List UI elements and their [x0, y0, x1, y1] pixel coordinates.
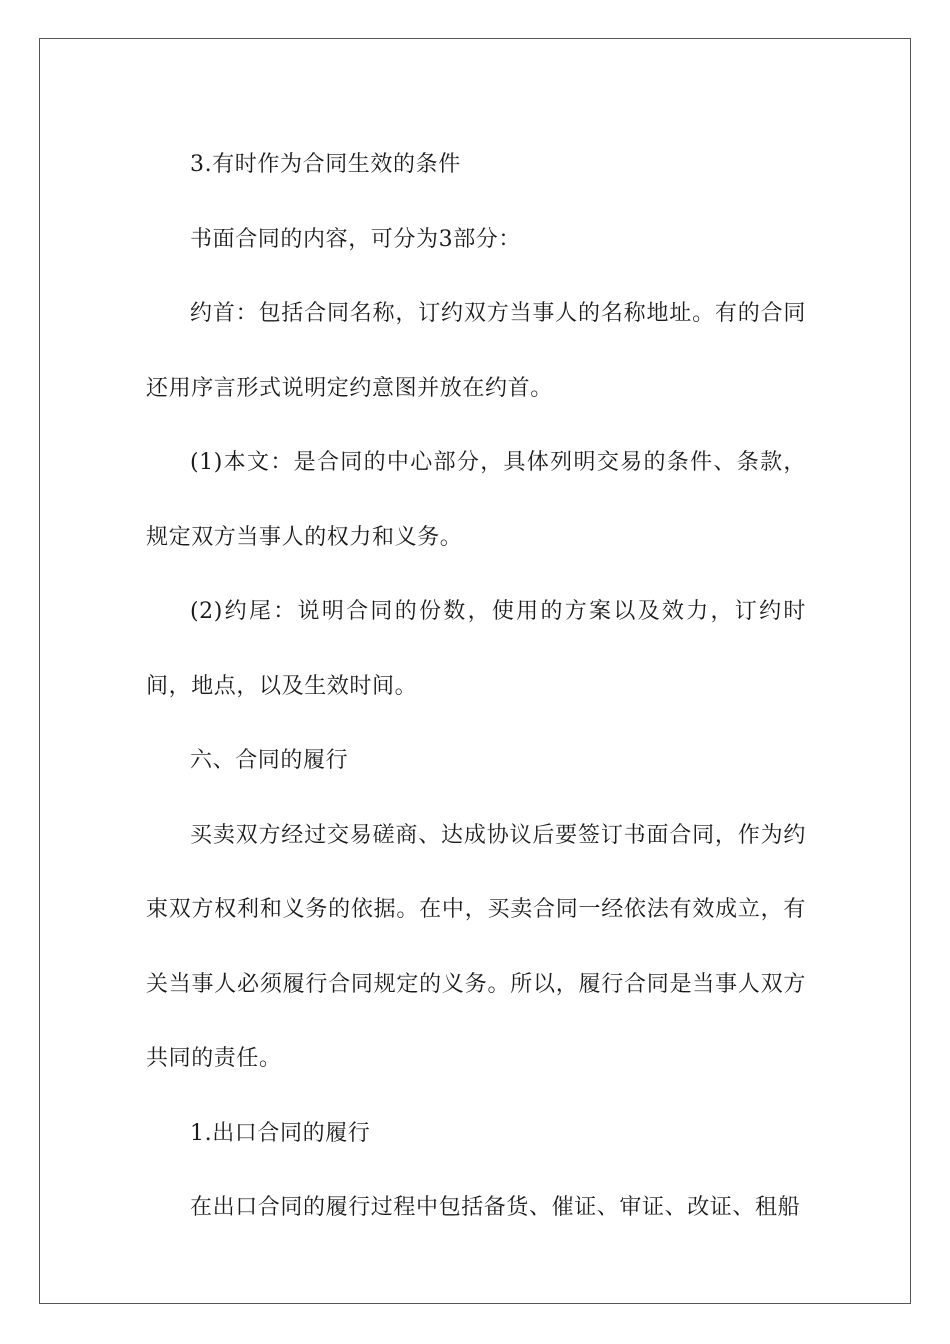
- document-body: [146, 128, 806, 1246]
- paragraph-performance: 买卖双方经过交易磋商、达成协议后要签订书面合同，作为约束双方权利和义务的依据。在中，买卖合同一经依法有效成立，有关当事人必须履行合同规定的义务。所以，履行合同是当事人双方共同的责任。: [146, 822, 806, 1071]
- paragraph-condition: 3.有时作为合同生效的条件: [190, 152, 461, 177]
- subheading-export-contract: 1.出口合同的履行: [190, 1120, 371, 1146]
- section-heading-performance: 六、合同的履行: [190, 748, 349, 773]
- paragraph-contract-content: 书面合同的内容，可分为3部分：: [190, 226, 521, 252]
- paragraph-body-text: (1)本文：是合同的中心部分，具体列明交易的条件、条款，规定双方当事人的权力和义务。: [146, 450, 806, 550]
- paragraph-ending: (2)约尾：说明合同的份数，使用的方案以及效力，订约时间，地点，以及生效时间。: [146, 599, 806, 699]
- paragraph-export-process: 在出口合同的履行过程中包括备货、催证、审证、改证、租船: [190, 1195, 801, 1220]
- paragraph-preamble: 约首：包括合同名称，订约双方当事人的名称地址。有的合同还用序言形式说明定约意图并放在约首。: [146, 301, 806, 401]
